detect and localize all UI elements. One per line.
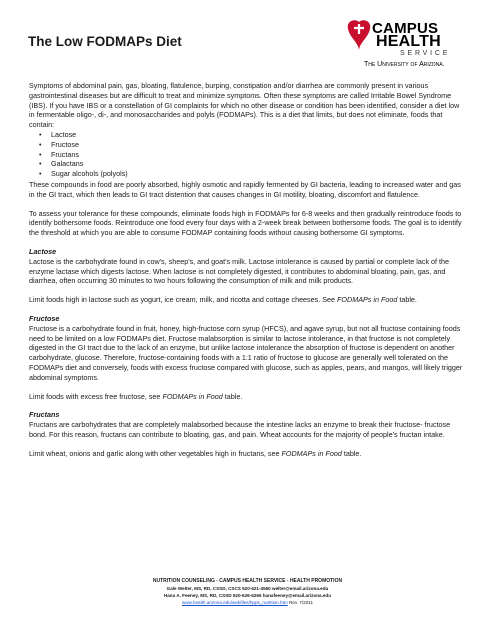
page-footer: [0, 578, 495, 606]
lactose-limit-text: Limit foods high in lactose such as yogurt, ice cream, milk, and ricotta and cottage cheeses. See: [29, 295, 338, 305]
fructans-limit-end: table.: [341, 448, 362, 458]
logo-service-text: SERVICE: [400, 50, 451, 57]
fodmaps-table-ref: FODMAPs in Food: [162, 391, 223, 401]
fructose-limit-text: Limit foods with excess free fructose, see: [29, 391, 163, 401]
footer-departments: NUTRITION COUNSELING - CAMPUS HEALTH SERVICE - HEALTH PROMOTION: [152, 578, 343, 584]
assess-paragraph: To assess your tolerance for these compounds, eliminate foods high in FODMAPs for 6-8 weeks and then gradually reintroduce foods to identify bothersome foods. Reintroduce one food every four days with a 2-week break between bothersome foods. The goal is to identify the threshold at which you are able to consume FODMAP containing foods without causing bothersome GI symptoms.: [29, 208, 462, 238]
lactose-limit-end: table.: [397, 295, 417, 305]
lactose-heading: Lactose: [29, 246, 57, 256]
fructans-paragraph: Fructans are carbohydrates that are completely malabsorbed because the intestine lacks an enzyme to break their fructose- fructose bond. For this reason, fructans can contribute to bloating, gas, and pain. Wheat accounts for the majority of people's fructan intake.: [29, 420, 451, 439]
fructose-heading: Fructose: [29, 313, 60, 323]
lactose-paragraph: Lactose is the carbohydrate found in cow's, sheep's, and goat's milk. Lactose intolerance is caused by partial or complete lack of the enzyme lactase which digests lactose. When lactose is not completely digested, it contributes to abdominal bloating, pain, gas, and diarrhea, often occurring 30 minutes to two hours following the consumption of milk and milk products.: [29, 256, 450, 286]
logo-health-text: HEALTH: [376, 33, 441, 50]
compounds-paragraph: These compounds in food are poorly absorbed, highly osmotic and rapidly fermented by GI bacteria, leading to increased water and gas in the GI tract, which then leads to GI tract distention that causes changes in GI motility, bloating, discomfort and flatulence.: [29, 179, 461, 199]
fructans-limit-text: Limit wheat, onions and garlic along with other vegetables high in fructans, see: [29, 448, 282, 458]
document-body: [29, 81, 465, 468]
list-item: • Fructans: [39, 150, 465, 160]
list-item: • Sugar alcohols (polyols): [39, 169, 465, 179]
footer-contact-feeney: Hana A. Feeney, MS, RD, CSSD 520-626-6265 hanafeeney@email.arizona.edu: [163, 593, 332, 598]
fodmap-list: [29, 130, 465, 179]
logo-university-text: The University of Arizona.: [364, 61, 445, 68]
revision-date: Rev. 7/2011: [287, 600, 314, 605]
intro-paragraph: Symptoms of abdominal pain, gas, bloating, flatulence, burping, constipation and/or diarrhea are commonly present in various gastrointestinal diseases but are difficult to treat and minimize symptoms. Often these symptoms are called Irritable Bowel Syndrome (IBS). If you have IBS or a constellation of GI complaints for which no other disease or condition has been identified, consider a diet low in fermentable oligo-, di-, and monosaccharides and polyls (FODMAPs). This is a diet that limits, but does not eliminate, foods that contain:: [29, 81, 460, 130]
lactose-limit-paragraph: [29, 295, 465, 305]
list-item: • Galactans: [39, 159, 465, 169]
fructose-limit-end: table.: [222, 391, 243, 401]
fodmaps-table-ref: FODMAPs in Food: [281, 448, 342, 458]
page-title: The Low FODMAPs Diet: [28, 34, 182, 49]
fructans-limit-paragraph: [29, 449, 465, 459]
list-item: • Lactose: [39, 130, 465, 140]
footer-link-line: [0, 599, 495, 606]
nutrition-website-link[interactable]: www.health.arizona.edu/webfiles/hpps_nutrition.htm: [181, 600, 288, 605]
page-header: [24, 14, 472, 76]
campus-health-logo: [342, 14, 472, 76]
fructans-heading: Fructans: [29, 410, 60, 420]
logo-mark-icon: [342, 18, 376, 52]
footer-contact-welter: Gale Welter, MS, RD, CSSD, CSCS 520-621-4550 welter@email.arizona.edu: [166, 586, 329, 591]
logo-campus-text: CAMPUS: [372, 20, 439, 37]
fodmaps-table-ref: FODMAPs in Food: [337, 295, 398, 305]
fructose-paragraph: Fructose is a carbohydrate found in fruit, honey, high-fructose corn syrup (HFCS), and agave syrup, but not all fructose containing foods need to be limited on a low FODMAPs diet. Fructose malabsorption is similar to lactose intolerance, in that fructose is not completely digested in the GI tract due to the lack of an enzyme, but unlike lactose intolerance the absorption of fructose is dependent on another carbohydrate, glucose. Therefore, fructose-containing foods with a 1:1 ratio of fructose to glucose are generally well tolerated on the FODMAPs diet and conversely, foods with excess fructose compared with glucose, such as apples, pears, and mangos, will likely trigger abdominal symptoms.: [29, 323, 463, 382]
fructose-limit-paragraph: [29, 392, 465, 402]
list-item: • Fructose: [39, 140, 465, 150]
